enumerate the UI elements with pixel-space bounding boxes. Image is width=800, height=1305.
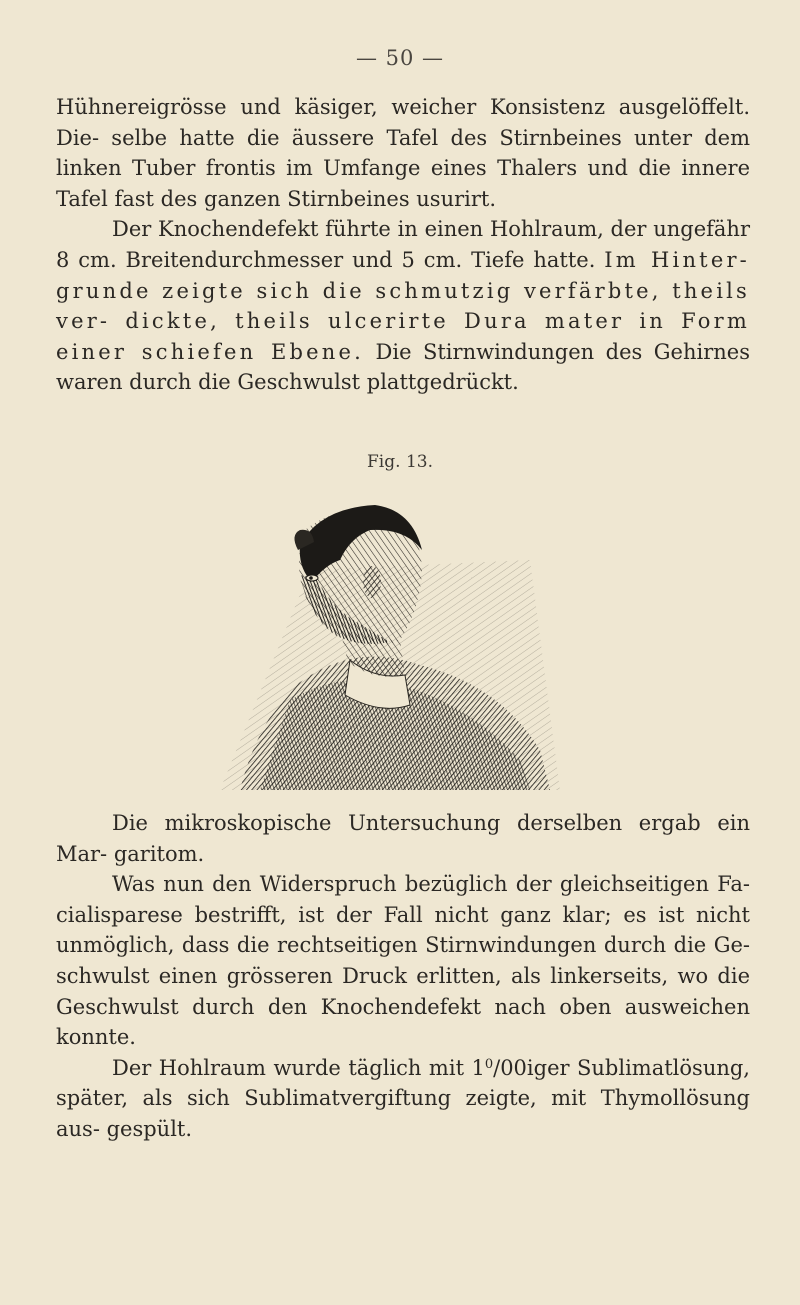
page-number: — 50 — (355, 46, 445, 70)
paragraph-2-spaced: Im Hinter- grunde zeigte sich die schmutzig verfärbte, theils ver- dickte, theils ulcerirte Dura mater in Form einer schiefen Ebene. (56, 247, 750, 364)
paragraph-1: Hühnereigrösse und käsiger, weicher Konsistenz ausgelöffelt. Die- selbe hatte die äussere Tafel des Stirnbeines unter dem linken Tuber frontis im Umfange eines Thalers und die innere Tafel fast des ganzen Stirnbeines usurirt. (56, 95, 750, 211)
paragraph-5 (56, 1053, 750, 1145)
paragraph-5-superscript: 0 (484, 1056, 494, 1072)
paragraph-2-end: Die Stirnwindungen des Gehirnes waren durch die Geschwulst plattgedrückt. (56, 339, 750, 395)
paragraph-5-start: Der Hohlraum wurde täglich mit 1 (112, 1055, 485, 1080)
bottom-text-block (56, 808, 750, 1145)
paragraph-5-end: /00iger Sublimatlösung, später, als sich Sublimatvergiftung zeigte, mit Thymollösung aus- gespült. (56, 1055, 750, 1141)
paragraph-2 (56, 214, 750, 398)
top-text-block (56, 92, 750, 398)
figure-caption: Fig. 13. (367, 452, 433, 472)
portrait-engraving (200, 490, 580, 790)
paragraph-2-start: Der Knochendefekt führte in einen Hohlraum, der ungefähr 8 cm. Breitendurchmesser und 5 cm. Tiefe hatte. (56, 217, 750, 272)
paragraph-3: Die mikroskopische Untersuchung derselben ergab ein Mar- garitom. (56, 811, 750, 866)
paragraph-4: Was nun den Widerspruch bezüglich der gleichseitigen Fa- cialisparese bestrifft, ist der Fall nicht ganz klar; es ist nicht unmöglich, dass die rechtseitigen Stirnwindungen durch die Ge- schwulst einen grösseren Druck erlitten, als linkerseits, wo die Geschwulst durch den Knochendefekt nach oben ausweichen konnte. (56, 872, 750, 1050)
